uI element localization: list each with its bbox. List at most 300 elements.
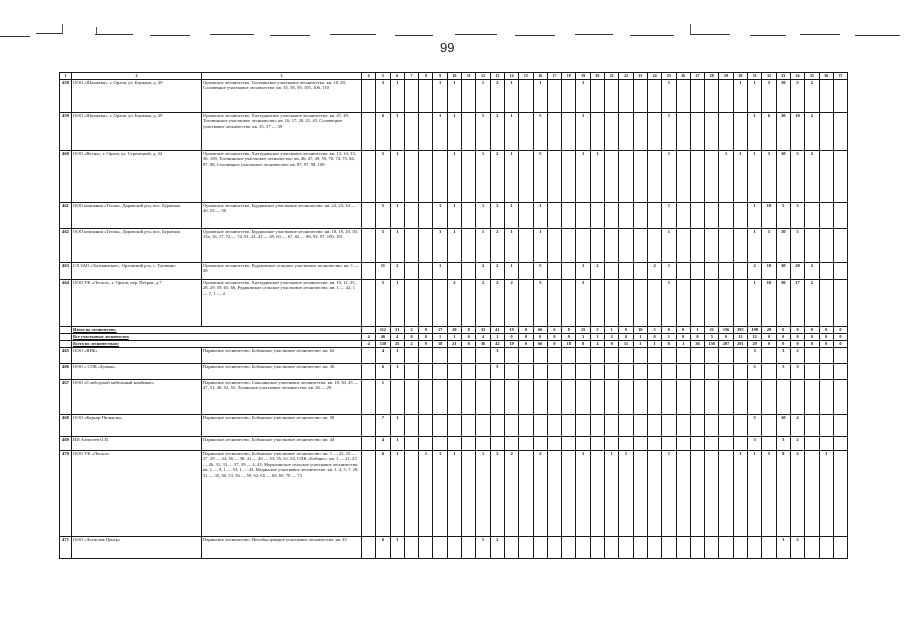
value-cell: 1 <box>662 451 676 537</box>
value-cell <box>419 80 433 113</box>
row-number: 464 <box>60 280 72 327</box>
value-cell <box>633 280 647 327</box>
value-cell <box>447 415 461 437</box>
value-cell <box>819 280 833 327</box>
value-cell: 3 <box>790 364 804 380</box>
value-cell <box>419 263 433 280</box>
value-cell <box>462 348 476 364</box>
value-cell <box>819 437 833 451</box>
scan-edge-mark <box>575 34 613 35</box>
value-cell <box>647 80 661 113</box>
value-cell <box>647 203 661 229</box>
value-cell <box>605 348 619 364</box>
value-cell <box>676 229 690 263</box>
value-cell: 3 <box>748 348 762 364</box>
value-cell <box>362 203 376 229</box>
value-cell: 6 <box>376 537 390 559</box>
value-cell: 0 <box>519 327 533 334</box>
column-number: 19 <box>576 73 590 80</box>
value-cell <box>419 151 433 203</box>
value-cell: 8 <box>462 341 476 348</box>
value-cell <box>733 280 747 327</box>
value-cell <box>719 364 733 380</box>
value-cell: 1 <box>662 334 676 341</box>
value-cell: 2 <box>805 80 819 113</box>
value-cell <box>619 203 633 229</box>
row-number: 468 <box>60 415 72 437</box>
value-cell: 0 <box>647 334 661 341</box>
value-cell <box>533 364 547 380</box>
value-cell: 3 <box>647 327 661 334</box>
value-cell <box>362 415 376 437</box>
value-cell <box>676 364 690 380</box>
value-cell: 18 <box>562 341 576 348</box>
value-cell: 1 <box>476 537 490 559</box>
value-cell: 4 <box>362 341 376 348</box>
value-cell: 1 <box>433 263 447 280</box>
value-cell: 10 <box>776 80 790 113</box>
value-cell <box>662 537 676 559</box>
value-cell: 0 <box>833 334 847 341</box>
value-cell <box>504 380 518 415</box>
forestry-location: Орловское лесничество, Бурдинское участковое лесничество: кв. 22, 23, 34 — 40, 53 — 56 <box>202 203 362 229</box>
column-number: 10 <box>447 73 461 80</box>
value-cell <box>690 415 704 437</box>
value-cell: 1 <box>662 80 676 113</box>
forestry-location: Паринское лесничество, Соколинское участковое лесничество: кв. 18, 30, 45 — 47, 51, 48, 52, 53, Лозинское участковое лесничество: кв. 26 — 29 <box>202 380 362 415</box>
value-cell <box>462 229 476 263</box>
value-cell <box>419 415 433 437</box>
column-number: 15 <box>519 73 533 80</box>
value-cell: 46 <box>376 334 390 341</box>
value-cell: 5 <box>790 229 804 263</box>
value-cell: 1 <box>576 151 590 203</box>
value-cell <box>362 451 376 537</box>
value-cell <box>562 437 576 451</box>
row-number-cell <box>60 327 72 334</box>
value-cell <box>576 415 590 437</box>
value-cell: 1 <box>447 334 461 341</box>
value-cell <box>819 151 833 203</box>
value-cell: 42 <box>490 341 504 348</box>
value-cell <box>647 151 661 203</box>
value-cell: 18 <box>433 341 447 348</box>
value-cell <box>605 263 619 280</box>
value-cell: 3 <box>490 348 504 364</box>
value-cell: 9 <box>419 341 433 348</box>
value-cell: 1 <box>590 151 604 203</box>
value-cell <box>605 151 619 203</box>
value-cell <box>433 348 447 364</box>
value-cell <box>733 113 747 151</box>
column-number: 3 <box>202 73 362 80</box>
row-number: 458 <box>60 80 72 113</box>
value-cell <box>433 415 447 437</box>
value-cell <box>690 380 704 415</box>
value-cell: 41 <box>490 327 504 334</box>
scan-edge-mark <box>855 35 900 36</box>
value-cell <box>447 537 461 559</box>
organization-name: ООО «Логистик Центр» <box>72 537 202 559</box>
value-cell <box>662 437 676 451</box>
value-cell <box>748 537 762 559</box>
value-cell: 1 <box>390 415 404 437</box>
value-cell <box>433 537 447 559</box>
column-number: 23 <box>633 73 647 80</box>
value-cell: 1 <box>504 151 518 203</box>
value-cell <box>719 415 733 437</box>
scan-edge-mark <box>96 27 97 34</box>
forestry-location: Паринское лесничество, Бобинское участковое лесничество: кв. 44 <box>202 437 362 451</box>
value-cell <box>676 151 690 203</box>
value-cell <box>805 380 819 415</box>
value-cell <box>590 348 604 364</box>
value-cell <box>805 203 819 229</box>
value-cell <box>547 437 561 451</box>
value-cell <box>547 280 561 327</box>
value-cell: 10 <box>633 327 647 334</box>
value-cell <box>533 415 547 437</box>
value-cell <box>576 537 590 559</box>
value-cell <box>419 280 433 327</box>
value-cell: 6 <box>376 364 390 380</box>
value-cell: 0 <box>833 341 847 348</box>
value-cell <box>690 348 704 364</box>
value-cell <box>590 229 604 263</box>
value-cell <box>404 80 418 113</box>
value-cell <box>805 415 819 437</box>
value-cell: 1 <box>504 113 518 151</box>
column-number: 18 <box>562 73 576 80</box>
value-cell: 0 <box>776 334 790 341</box>
value-cell: 2 <box>590 263 604 280</box>
value-cell: 1 <box>504 263 518 280</box>
table-row <box>60 380 848 415</box>
value-cell <box>605 364 619 380</box>
value-cell <box>576 229 590 263</box>
value-cell <box>833 415 847 437</box>
value-cell <box>533 437 547 451</box>
value-cell <box>605 203 619 229</box>
value-cell <box>690 80 704 113</box>
value-cell: 15 <box>576 327 590 334</box>
value-cell: 5 <box>790 80 804 113</box>
value-cell: 6 <box>376 113 390 151</box>
value-cell: 5 <box>376 280 390 327</box>
value-cell: 0 <box>805 341 819 348</box>
value-cell: 1 <box>676 341 690 348</box>
value-cell: 5 <box>776 203 790 229</box>
value-cell: 10 <box>790 113 804 151</box>
value-cell: 0 <box>762 341 776 348</box>
value-cell <box>562 229 576 263</box>
value-cell: 29 <box>762 327 776 334</box>
value-cell <box>547 380 561 415</box>
value-cell <box>619 537 633 559</box>
value-cell: 4 <box>376 437 390 451</box>
value-cell: 10 <box>762 263 776 280</box>
value-cell: 0 <box>547 341 561 348</box>
value-cell: 21 <box>447 341 461 348</box>
value-cell <box>733 537 747 559</box>
value-cell: 1 <box>476 151 490 203</box>
value-cell: 1 <box>576 113 590 151</box>
scan-edge-mark <box>455 34 497 35</box>
value-cell <box>705 348 719 364</box>
row-number: 462 <box>60 229 72 263</box>
value-cell <box>562 263 576 280</box>
value-cell: 0 <box>790 341 804 348</box>
value-cell: 2 <box>404 327 418 334</box>
value-cell <box>833 263 847 280</box>
value-cell <box>404 113 418 151</box>
value-cell <box>590 364 604 380</box>
value-cell <box>805 537 819 559</box>
value-cell <box>404 451 418 537</box>
value-cell: 5 <box>376 151 390 203</box>
value-cell: 1 <box>647 341 661 348</box>
value-cell <box>676 537 690 559</box>
value-cell <box>476 380 490 415</box>
value-cell: 0 <box>805 334 819 341</box>
value-cell <box>419 537 433 559</box>
value-cell: 1 <box>748 451 762 537</box>
value-cell <box>362 151 376 203</box>
value-cell: 0 <box>533 334 547 341</box>
value-cell: 2 <box>605 334 619 341</box>
value-cell: 1 <box>504 203 518 229</box>
value-cell <box>462 280 476 327</box>
value-cell: 1 <box>662 280 676 327</box>
value-cell <box>805 229 819 263</box>
value-cell <box>690 229 704 263</box>
value-cell: 1 <box>419 451 433 537</box>
value-cell <box>419 380 433 415</box>
scan-edge-mark <box>330 34 376 35</box>
value-cell <box>647 451 661 537</box>
scan-edge-mark <box>395 35 433 36</box>
value-cell: 4 <box>390 334 404 341</box>
value-cell <box>590 80 604 113</box>
value-cell <box>705 380 719 415</box>
value-cell <box>719 113 733 151</box>
value-cell: 5 <box>762 151 776 203</box>
value-cell: 1 <box>576 451 590 537</box>
value-cell: 1 <box>633 334 647 341</box>
value-cell <box>462 263 476 280</box>
value-cell <box>605 80 619 113</box>
row-number: 465 <box>60 348 72 364</box>
column-number: 37 <box>833 73 847 80</box>
column-number: 30 <box>733 73 747 80</box>
value-cell <box>562 380 576 415</box>
value-cell: 1 <box>447 113 461 151</box>
value-cell <box>662 348 676 364</box>
value-cell: 6 <box>762 113 776 151</box>
row-number: 460 <box>60 151 72 203</box>
value-cell: 1 <box>576 263 590 280</box>
organization-name: ООО УК «Лесхоз» <box>72 451 202 537</box>
value-cell <box>819 80 833 113</box>
organization-name: ООО «Карьер-Пичкилы» <box>72 415 202 437</box>
table-row <box>60 537 848 559</box>
value-cell: 2 <box>490 203 504 229</box>
value-cell <box>519 280 533 327</box>
value-cell: 8 <box>462 327 476 334</box>
value-cell <box>733 364 747 380</box>
value-cell: 1 <box>662 113 676 151</box>
value-cell: 395 <box>733 327 747 334</box>
value-cell <box>619 348 633 364</box>
value-cell <box>576 380 590 415</box>
column-number: 4 <box>362 73 376 80</box>
value-cell <box>562 80 576 113</box>
value-cell <box>576 364 590 380</box>
value-cell <box>705 80 719 113</box>
value-cell: 1 <box>476 451 490 537</box>
value-cell: 207 <box>719 341 733 348</box>
value-cell: 0 <box>504 334 518 341</box>
value-cell <box>733 437 747 451</box>
value-cell: 2 <box>805 263 819 280</box>
value-cell: 19 <box>504 327 518 334</box>
value-cell: 7 <box>376 415 390 437</box>
value-cell <box>633 348 647 364</box>
value-cell: 1 <box>748 203 762 229</box>
value-cell: 2 <box>490 280 504 327</box>
value-cell <box>419 364 433 380</box>
value-cell <box>719 280 733 327</box>
value-cell: 2 <box>447 280 461 327</box>
value-cell <box>605 537 619 559</box>
value-cell: 5 <box>533 113 547 151</box>
page-number: 99 <box>440 40 455 55</box>
value-cell <box>562 415 576 437</box>
column-number-row <box>60 73 848 80</box>
value-cell: 0 <box>676 334 690 341</box>
value-cell: 0 <box>547 334 561 341</box>
value-cell <box>619 229 633 263</box>
value-cell <box>476 437 490 451</box>
value-cell <box>419 437 433 451</box>
value-cell <box>705 280 719 327</box>
value-cell: 1 <box>447 203 461 229</box>
value-cell <box>633 364 647 380</box>
value-cell: 1 <box>533 80 547 113</box>
value-cell <box>362 327 376 334</box>
value-cell <box>705 263 719 280</box>
value-cell <box>547 229 561 263</box>
value-cell: 8 <box>562 327 576 334</box>
scan-edge-mark <box>62 24 63 34</box>
value-cell: 4 <box>362 334 376 341</box>
row-number: 466 <box>60 364 72 380</box>
value-cell: 0 <box>404 334 418 341</box>
value-cell <box>562 113 576 151</box>
value-cell: 10 <box>776 415 790 437</box>
value-cell <box>705 415 719 437</box>
value-cell <box>762 348 776 364</box>
value-cell: 201 <box>733 341 747 348</box>
value-cell <box>362 80 376 113</box>
value-cell: 1 <box>447 151 461 203</box>
value-cell <box>433 151 447 203</box>
table-row <box>60 203 848 229</box>
value-cell: 1 <box>390 437 404 451</box>
value-cell <box>776 380 790 415</box>
value-cell <box>404 415 418 437</box>
value-cell: 2 <box>576 280 590 327</box>
table-row <box>60 348 848 364</box>
value-cell <box>419 113 433 151</box>
value-cell <box>762 415 776 437</box>
value-cell <box>633 80 647 113</box>
value-cell <box>676 451 690 537</box>
value-cell: 30 <box>776 263 790 280</box>
value-cell: 1 <box>504 80 518 113</box>
value-cell <box>605 380 619 415</box>
column-number: 2 <box>72 73 202 80</box>
value-cell: 0 <box>833 327 847 334</box>
value-cell: 3 <box>790 203 804 229</box>
value-cell <box>833 203 847 229</box>
value-cell <box>805 348 819 364</box>
table-row <box>60 437 848 451</box>
column-number: 34 <box>790 73 804 80</box>
column-number: 9 <box>433 73 447 80</box>
value-cell <box>833 280 847 327</box>
value-cell <box>576 348 590 364</box>
value-cell: 2 <box>490 229 504 263</box>
value-cell <box>633 437 647 451</box>
value-cell <box>605 280 619 327</box>
scan-edge-mark <box>630 35 674 36</box>
value-cell: 3 <box>776 537 790 559</box>
value-cell: 5 <box>748 364 762 380</box>
forestry-location: Орловское лесничество, Халтуринское участковое лесничество: кв. 13, 14, 33, 36, 109, Тоотвинское участковое лесничество: кв. 46, 47, 49, 59, 70, 74, 75, 84, 87, 98, Соловецкое участковое лесничество: кв. 87, 97, 98, 109 <box>202 151 362 203</box>
value-cell <box>404 151 418 203</box>
value-cell: 8 <box>776 451 790 537</box>
value-cell <box>362 348 376 364</box>
row-number: 467 <box>60 380 72 415</box>
value-cell: 1 <box>390 280 404 327</box>
value-cell <box>490 415 504 437</box>
value-cell <box>833 80 847 113</box>
value-cell <box>590 280 604 327</box>
value-cell <box>562 364 576 380</box>
value-cell <box>462 364 476 380</box>
row-number: 470 <box>60 451 72 537</box>
value-cell: 2 <box>390 263 404 280</box>
value-cell <box>404 280 418 327</box>
value-cell <box>362 437 376 451</box>
summary-row <box>60 341 848 348</box>
scan-edge-mark <box>0 36 30 37</box>
value-cell <box>662 380 676 415</box>
value-cell <box>833 364 847 380</box>
value-cell: 0 <box>819 327 833 334</box>
value-cell <box>690 203 704 229</box>
value-cell: 1 <box>433 80 447 113</box>
row-number: 471 <box>60 537 72 559</box>
summary-label: Итого по лесничеству: <box>72 327 362 334</box>
value-cell <box>547 364 561 380</box>
value-cell <box>819 113 833 151</box>
value-cell: 6 <box>376 451 390 537</box>
value-cell: 2 <box>805 113 819 151</box>
value-cell: 19 <box>504 341 518 348</box>
value-cell: 1 <box>433 229 447 263</box>
